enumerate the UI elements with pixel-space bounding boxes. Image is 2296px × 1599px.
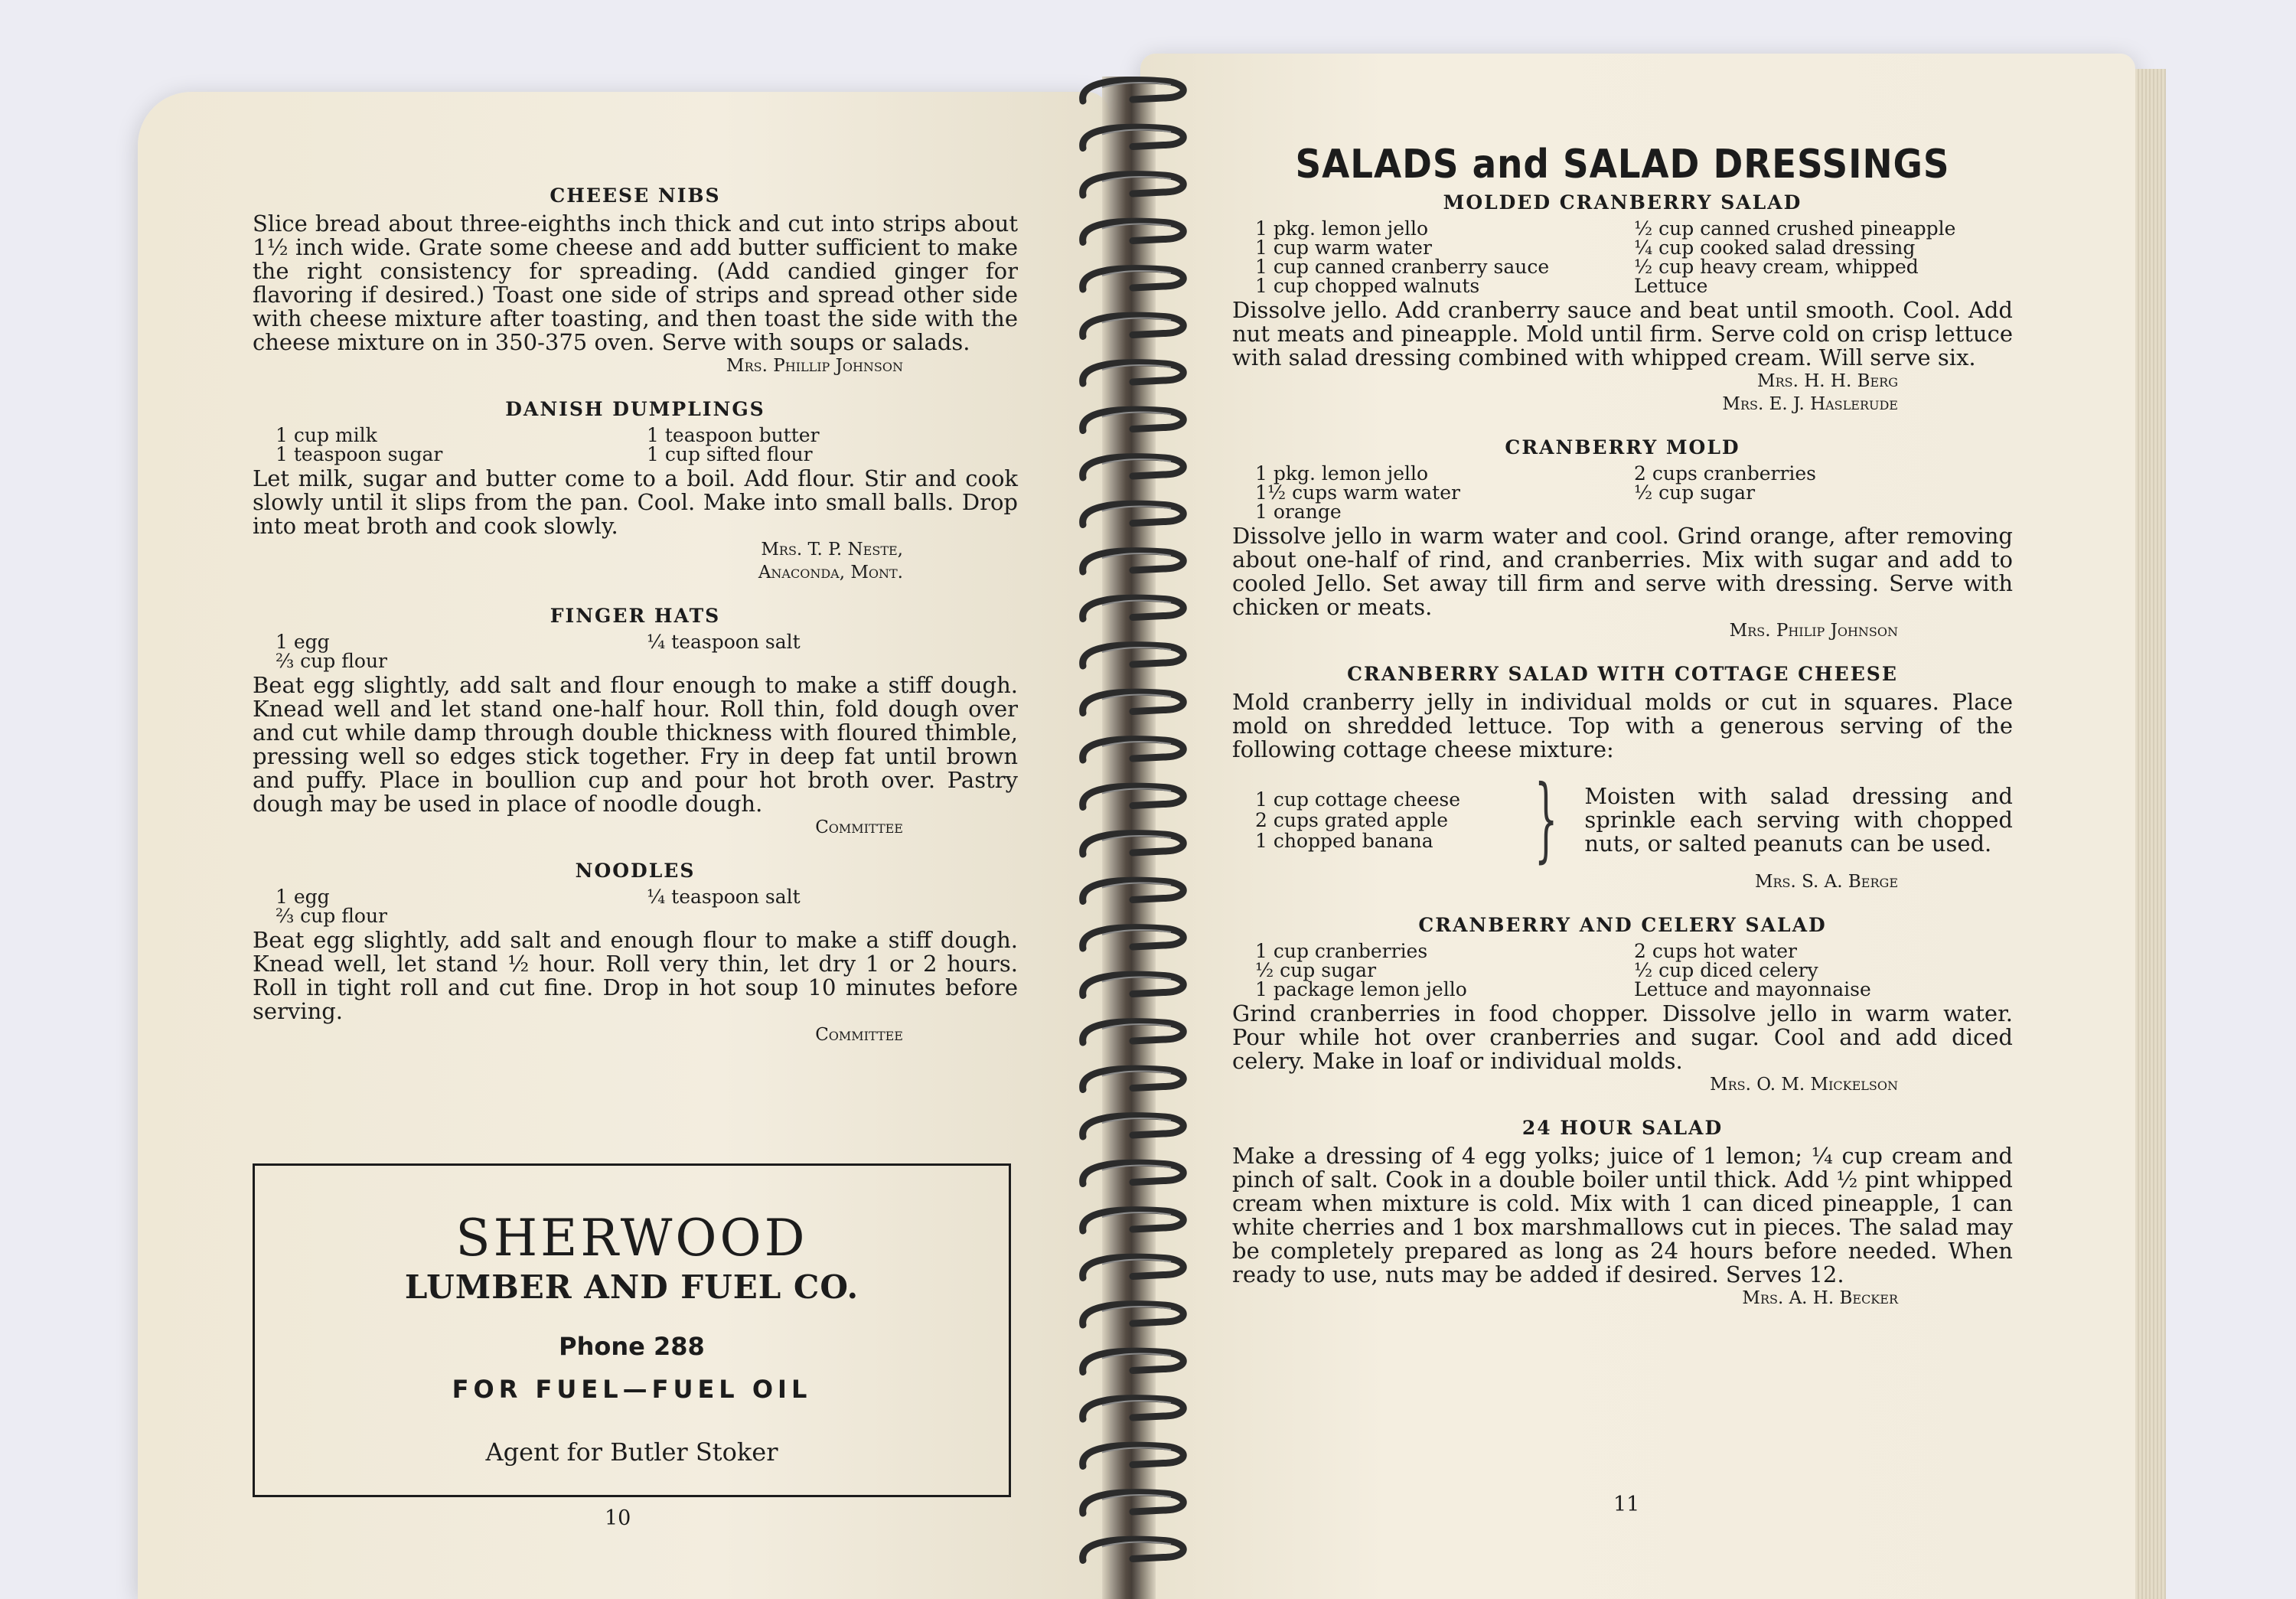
contributor: Mrs. O. M. Mickelson (1710, 1075, 1898, 1095)
ingredient: ¼ teaspoon salt (647, 886, 801, 908)
right-page-content (1232, 142, 2013, 1330)
ingredient-column-left (276, 426, 647, 464)
recipe-instructions: Beat egg slightly, add salt and flour enough to make a stiff dough. Knead well and let stand one-half hour. Roll thin, fold dough over and cut while damp through double thickness with floured thimble, pressing well so edges stick together. Fry in deep fat until brown and puffy. Place in boullion cup and pour hot broth over. Pastry dough may be used in place of noodle dough. (253, 672, 1018, 817)
ingredient: 1 cup sifted flour (647, 443, 813, 465)
recipe-instructions: Dissolve jello in warm water and cool. Grind orange, after removing about one-half of rind, and cranberries. Mix with sugar and add to cooled Jello. Set away till firm and serve with dressing. Serve with chicken or meats. (1232, 523, 2013, 620)
ingredient-column-left (1255, 464, 1634, 521)
ingredient: 1 cup cottage cheese (1255, 788, 1461, 811)
ingredient: 1 package lemon jello (1255, 978, 1467, 1000)
ingredient: 1½ cups warm water (1255, 481, 1460, 504)
ingredient: Lettuce (1634, 275, 1708, 297)
ingredient-column-right (647, 887, 1018, 925)
ingredient: 1 cup chopped walnuts (1255, 275, 1480, 297)
recipe-title: CRANBERRY AND CELERY SALAD (1418, 914, 1827, 936)
recipe-instructions: Slice bread about three-eighths inch thick and cut into strips about 1½ inch wide. Grate some cheese and add butter sufficient to make the right consistency for spreading. (Add candied ginger for flavoring if desired.) Toast one side of strips and spread other side with cheese mixture after toasting, and then toast the side with the cheese mixture on in 350-375 oven. Serve with soups or salads. (253, 210, 1018, 355)
contributor: Committee (815, 817, 903, 837)
ingredient: 1 orange (1255, 501, 1342, 523)
ingredient: 1 cup cranberries (1255, 940, 1428, 962)
recipe-title: NOODLES (575, 860, 696, 882)
contributor: Mrs. S. A. Berge (1754, 872, 1898, 892)
ingredient: 1 pkg. lemon jello (1255, 462, 1429, 485)
recipe-title: MOLDED CRANBERRY SALAD (1443, 191, 1802, 214)
ingredient: ⅔ cup flour (276, 650, 388, 672)
cottage-cheese-mixture (1255, 766, 2013, 873)
recipe-title: DANISH DUMPLINGS (505, 398, 765, 420)
recipe (1232, 436, 2013, 642)
ingredient-column-left (1255, 941, 1634, 999)
ingredient-list (1255, 219, 2013, 295)
page-number-left: 10 (605, 1506, 631, 1530)
ingredient: ½ cup heavy cream, whipped (1634, 256, 1919, 278)
right-recipe-list (1232, 191, 2013, 1310)
ingredient-column-right (1634, 464, 2013, 521)
ingredient: ⅔ cup flour (276, 905, 388, 927)
recipe-instructions: Mold cranberry jelly in individual molds or cut in squares. Place mold on shredded lettuce. Top with a generous serving of the following cottage cheese mixture: (1232, 689, 2013, 762)
recipe (1232, 1116, 2013, 1310)
ingredient-list (276, 887, 1018, 925)
ingredient-column-right (647, 632, 1018, 671)
mixture-ingredients (1255, 789, 1508, 851)
ingredient: ½ cup sugar (1634, 481, 1756, 504)
ingredient: 2 cups cranberries (1634, 462, 1817, 485)
contributor: Mrs. E. J. Haslerude (1722, 394, 1898, 414)
ad-agent-line: Agent for Butler Stoker (485, 1437, 778, 1467)
ingredient: 1 egg (276, 886, 330, 908)
ingredient: 1 cup milk (276, 424, 377, 446)
ingredient: ¼ teaspoon salt (647, 631, 801, 653)
recipe-title: CRANBERRY MOLD (1505, 436, 1740, 458)
ingredient: 1 egg (276, 631, 330, 653)
ingredient: 1 cup canned cranberry sauce (1255, 256, 1550, 278)
ingredient: 1 pkg. lemon jello (1255, 217, 1429, 240)
recipe-instructions: Dissolve jello. Add cranberry sauce and beat until smooth. Cool. Add nut meats and pineapple. Mold until firm. Serve cold on crisp lettuce with salad dressing combined with whipped cream. Will serve six. (1232, 297, 2013, 370)
left-page-content (253, 184, 1018, 1066)
contributor: Mrs. T. P. Neste, (761, 540, 903, 560)
ingredient-column-right (1634, 941, 2013, 999)
section-title: SALADS and SALAD DRESSINGS (1295, 142, 1950, 188)
recipe (1232, 662, 2013, 893)
ad-fuel-line: FOR FUEL—FUEL OIL (452, 1375, 812, 1404)
recipe-instructions: Grind cranberries in food chopper. Dissolve jello in warm water. Pour while hot over cranberries and sugar. Cool and add diced celery. Make in loaf or individual molds. (1232, 1000, 2013, 1074)
left-recipe-list (253, 184, 1018, 1046)
recipe-title: CRANBERRY SALAD WITH COTTAGE CHEESE (1347, 663, 1898, 685)
ingredient-column-left (1255, 219, 1634, 295)
page-number-right: 11 (1613, 1493, 1640, 1516)
recipe-title: 24 HOUR SALAD (1521, 1117, 1724, 1139)
contributor: Mrs. Philip Johnson (1729, 621, 1898, 641)
ingredient: ½ cup canned crushed pineapple (1634, 217, 1956, 240)
sherwood-advertisement (253, 1163, 1011, 1497)
ingredient-column-left (276, 632, 647, 671)
ad-phone: Phone 288 (559, 1332, 705, 1361)
ingredient-list (1255, 941, 2013, 999)
ingredient: ½ cup diced celery (1634, 959, 1818, 981)
ingredient: Lettuce and mayonnaise (1634, 978, 1871, 1000)
contributor: Mrs. Phillip Johnson (726, 356, 903, 376)
ingredient: 1 cup warm water (1255, 237, 1432, 259)
recipe (253, 604, 1018, 839)
ingredient-list (1255, 464, 2013, 521)
recipe (1232, 913, 2013, 1096)
recipe (253, 397, 1018, 584)
recipe-instructions: Let milk, sugar and butter come to a boil. Add flour. Stir and cook slowly until it slips from the pan. Cool. Make into small balls. Drop into meat broth and cook slowly. (253, 465, 1018, 539)
recipe-title: CHEESE NIBS (550, 184, 721, 207)
ingredient-list (276, 632, 1018, 671)
ingredient: 1 teaspoon butter (647, 424, 820, 446)
contributor: Mrs. A. H. Becker (1742, 1288, 1898, 1308)
ingredient-column-right (1634, 219, 2013, 295)
recipe-instructions: Beat egg slightly, add salt and enough flour to make a stiff dough. Knead well, let stand ½ hour. Roll very thin, let dry 1 or 2 hours. Roll in tight roll and cut fine. Drop in hot soup 10 minutes before serving. (253, 927, 1018, 1024)
contributor: Anaconda, Mont. (758, 563, 903, 582)
ingredient: ½ cup sugar (1255, 959, 1377, 981)
recipe (1232, 191, 2013, 416)
recipe (253, 859, 1018, 1046)
ingredient-list (276, 426, 1018, 464)
mixture-note: Moisten with salad dressing and sprinkle each serving with chopped nuts, or salted peanuts can be used. (1584, 782, 2013, 857)
ingredient: 1 chopped banana (1255, 829, 1433, 852)
brace-icon: } (1534, 766, 1558, 873)
ingredient: ¼ cup cooked salad dressing (1634, 237, 1916, 259)
contributor: Committee (815, 1025, 903, 1045)
ad-company-name: SHERWOOD (455, 1209, 808, 1268)
recipe-instructions: Make a dressing of 4 egg yolks; juice of 1 lemon; ¼ cup cream and pinch of salt. Cook in a double boiler until thick. Add ½ pint whipped cream when mixture is cold. Mix with 1 can diced pineapple, 1 can white cherries and 1 box marshmallows cut in pieces. The salad may be completely prepared as long as 24 hours before needed. When ready to use, nuts may be added if desired. Serves 12. (1232, 1143, 2013, 1287)
recipe (253, 184, 1018, 377)
ingredient: 2 cups hot water (1634, 940, 1797, 962)
ingredient-column-right (647, 426, 1018, 464)
ingredient: 2 cups grated apple (1255, 808, 1449, 831)
ad-company-subtitle: LUMBER AND FUEL CO. (404, 1268, 859, 1306)
recipe-title: FINGER HATS (550, 605, 721, 627)
contributor: Mrs. H. H. Berg (1757, 371, 1898, 391)
ingredient: 1 teaspoon sugar (276, 443, 443, 465)
ingredient-column-left (276, 887, 647, 925)
